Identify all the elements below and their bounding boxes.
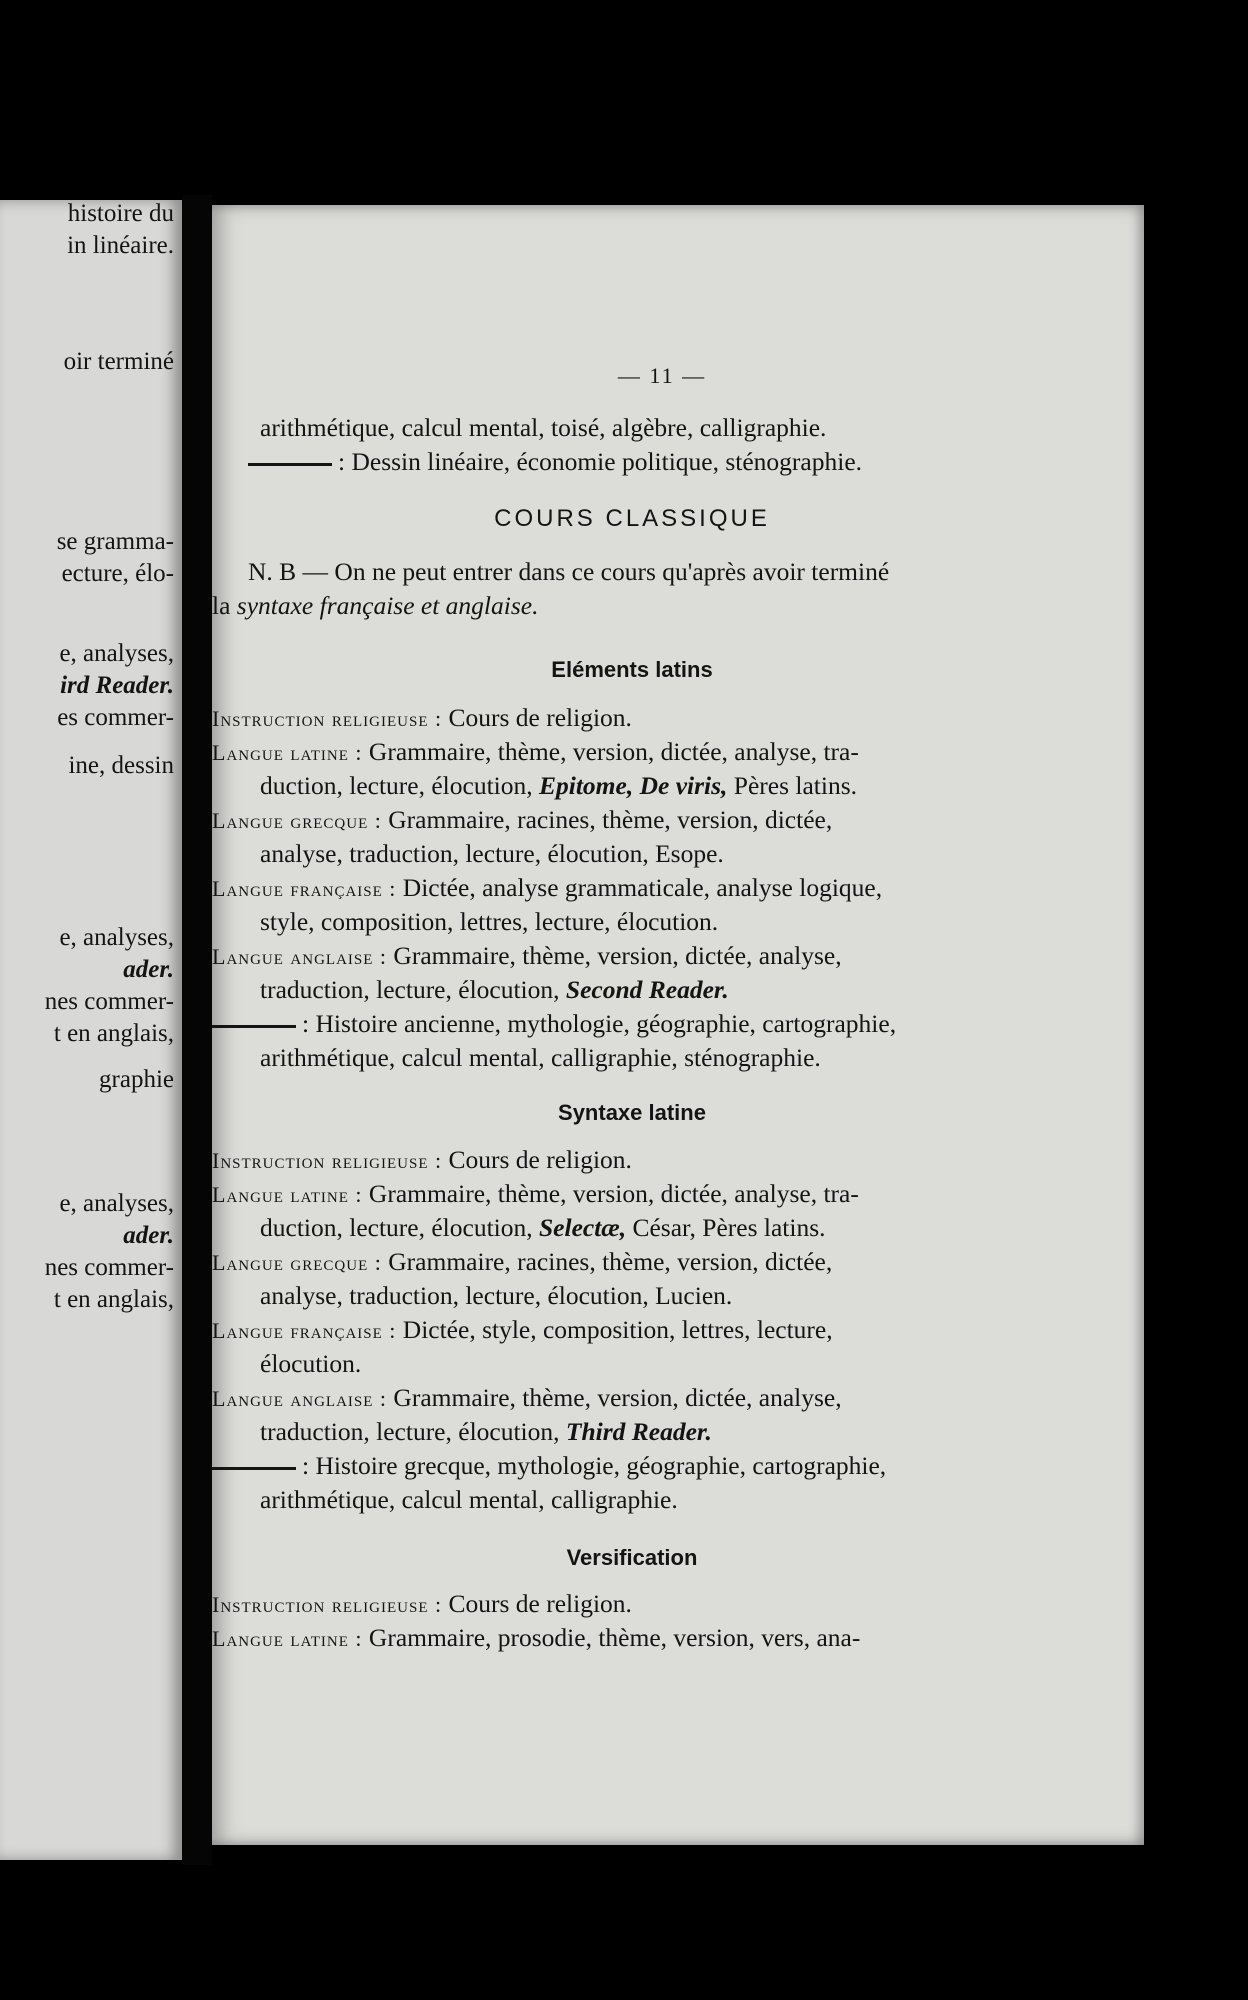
facing-page-text: t en anglais, (53, 1020, 174, 1047)
text-span: Grammaire, thème, version, dictée, analyse, tra- (368, 737, 859, 766)
facing-page-text: es commer- (57, 704, 174, 731)
subject-line: élocution. (260, 1349, 362, 1378)
subsection-heading: Versification (566, 1545, 698, 1570)
book-page (212, 205, 1144, 1845)
facing-page-text: ecture, élo- (61, 560, 174, 587)
text-span: Grammaire, racines, thème, version, dictée, (388, 1247, 833, 1276)
subject-line: analyse, traduction, lecture, élocution, Esope. (260, 839, 724, 868)
facing-page-text: ine, dessin (68, 752, 174, 779)
subject-line (212, 1451, 886, 1481)
text-span: Second Reader. (565, 975, 729, 1004)
subject-line (260, 975, 729, 1005)
facing-page-text: nes commer- (44, 988, 174, 1015)
text-span: César, Pères latins. (632, 1213, 826, 1242)
text-span: Selectæ, (539, 1213, 627, 1242)
text-span: traduction, lecture, élocution, (260, 975, 560, 1004)
text-span: Cours de religion. (448, 1589, 632, 1618)
subject-line (212, 1383, 842, 1414)
section-title: COURS CLASSIQUE (494, 505, 770, 532)
text-span: duction, lecture, élocution, (260, 1213, 533, 1242)
subject-line (212, 873, 882, 904)
text-span: : Histoire ancienne, mythologie, géographie, cartographie, (302, 1009, 897, 1038)
subject-line: style, composition, lettres, lecture, élocution. (260, 907, 719, 936)
text-line: arithmétique, calcul mental, toisé, algèbre, calligraphie. (260, 413, 827, 442)
text-span: Cours de religion. (448, 703, 632, 732)
facing-page-text: ader. (123, 1222, 174, 1249)
text-span: traduction, lecture, élocution, (260, 1417, 560, 1446)
facing-page-text: e, analyses, (59, 924, 174, 951)
facing-page-text: graphie (99, 1066, 174, 1093)
facing-page-text: ader. (123, 956, 174, 983)
book-gutter (182, 195, 212, 1865)
text-span: Epitome, De viris, (539, 771, 728, 800)
subject-label: Instruction religieuse : (212, 1148, 443, 1173)
subject-label: Langue grecque : (212, 808, 382, 833)
subject-line: arithmétique, calcul mental, calligraphie, sténographie. (260, 1043, 821, 1072)
subject-line: arithmétique, calcul mental, calligraphie. (260, 1485, 678, 1514)
subject-label: Langue anglaise : (212, 1386, 388, 1411)
subject-label: Langue anglaise : (212, 944, 388, 969)
text-span: Dictée, style, composition, lettres, lecture, (402, 1315, 833, 1344)
subject-line (212, 805, 832, 836)
text-span: : Dessin linéaire, économie politique, sténographie. (338, 447, 863, 476)
text-span: Grammaire, racines, thème, version, dictée, (388, 805, 833, 834)
ditto-dash (212, 1467, 296, 1470)
facing-page-text: in linéaire. (67, 232, 174, 259)
subject-line (212, 1315, 833, 1346)
subject-label: Langue française : (212, 876, 397, 901)
page-number: — 11 — (617, 363, 707, 388)
subject-label: Langue latine : (212, 740, 363, 765)
subject-line (260, 1417, 712, 1447)
subject-label: Langue grecque : (212, 1250, 382, 1275)
text-line (248, 447, 862, 477)
text-span: Third Reader. (565, 1417, 712, 1446)
text-span: syntaxe française et anglaise. (236, 591, 539, 620)
text-span: Grammaire, thème, version, dictée, analyse, (393, 941, 842, 970)
text-span: Grammaire, prosodie, thème, version, vers, ana- (368, 1623, 861, 1652)
text-span: duction, lecture, élocution, (260, 771, 533, 800)
nb-line (212, 591, 538, 621)
subject-line (212, 1009, 896, 1039)
facing-page-text: e, analyses, (59, 1190, 174, 1217)
text-span: : Histoire grecque, mythologie, géographie, cartographie, (302, 1451, 887, 1480)
subject-line (212, 1623, 860, 1654)
subject-label: Instruction religieuse : (212, 1592, 443, 1617)
subject-label: Langue latine : (212, 1182, 363, 1207)
facing-page-text: histoire du (67, 200, 174, 227)
subject-label: Langue latine : (212, 1626, 363, 1651)
subject-line: analyse, traduction, lecture, élocution, Lucien. (260, 1281, 733, 1310)
subsection-heading: Eléments latins (551, 657, 713, 682)
subject-line (212, 1145, 632, 1176)
text-span: Grammaire, thème, version, dictée, analyse, tra- (368, 1179, 859, 1208)
text-span: la (212, 591, 237, 620)
subject-line (212, 737, 859, 768)
text-span: Cours de religion. (448, 1145, 632, 1174)
facing-page-text: t en anglais, (53, 1286, 174, 1313)
subject-line (260, 771, 857, 801)
text-span: Grammaire, thème, version, dictée, analyse, (393, 1383, 842, 1412)
subject-label: Langue française : (212, 1318, 397, 1343)
facing-page-text: e, analyses, (59, 640, 174, 667)
subject-line (260, 1213, 826, 1243)
subject-line (212, 941, 842, 972)
nb-line: N. B — On ne peut entrer dans ce cours qu'après avoir terminé (248, 557, 890, 586)
text-span: Pères latins. (733, 771, 858, 800)
facing-page-fragment (0, 200, 182, 1860)
subject-line (212, 1179, 859, 1210)
facing-page-text: ird Reader. (60, 672, 174, 699)
subject-line (212, 703, 632, 734)
text-span: Dictée, analyse grammaticale, analyse logique, (402, 873, 883, 902)
ditto-dash (248, 463, 332, 466)
facing-page-text: nes commer- (44, 1254, 174, 1281)
subject-line (212, 1589, 632, 1620)
facing-page-text: se gramma- (56, 528, 174, 555)
facing-page-text: oir terminé (63, 348, 174, 375)
ditto-dash (212, 1025, 296, 1028)
subsection-heading: Syntaxe latine (558, 1100, 706, 1125)
subject-line (212, 1247, 832, 1278)
subject-label: Instruction religieuse : (212, 706, 443, 731)
